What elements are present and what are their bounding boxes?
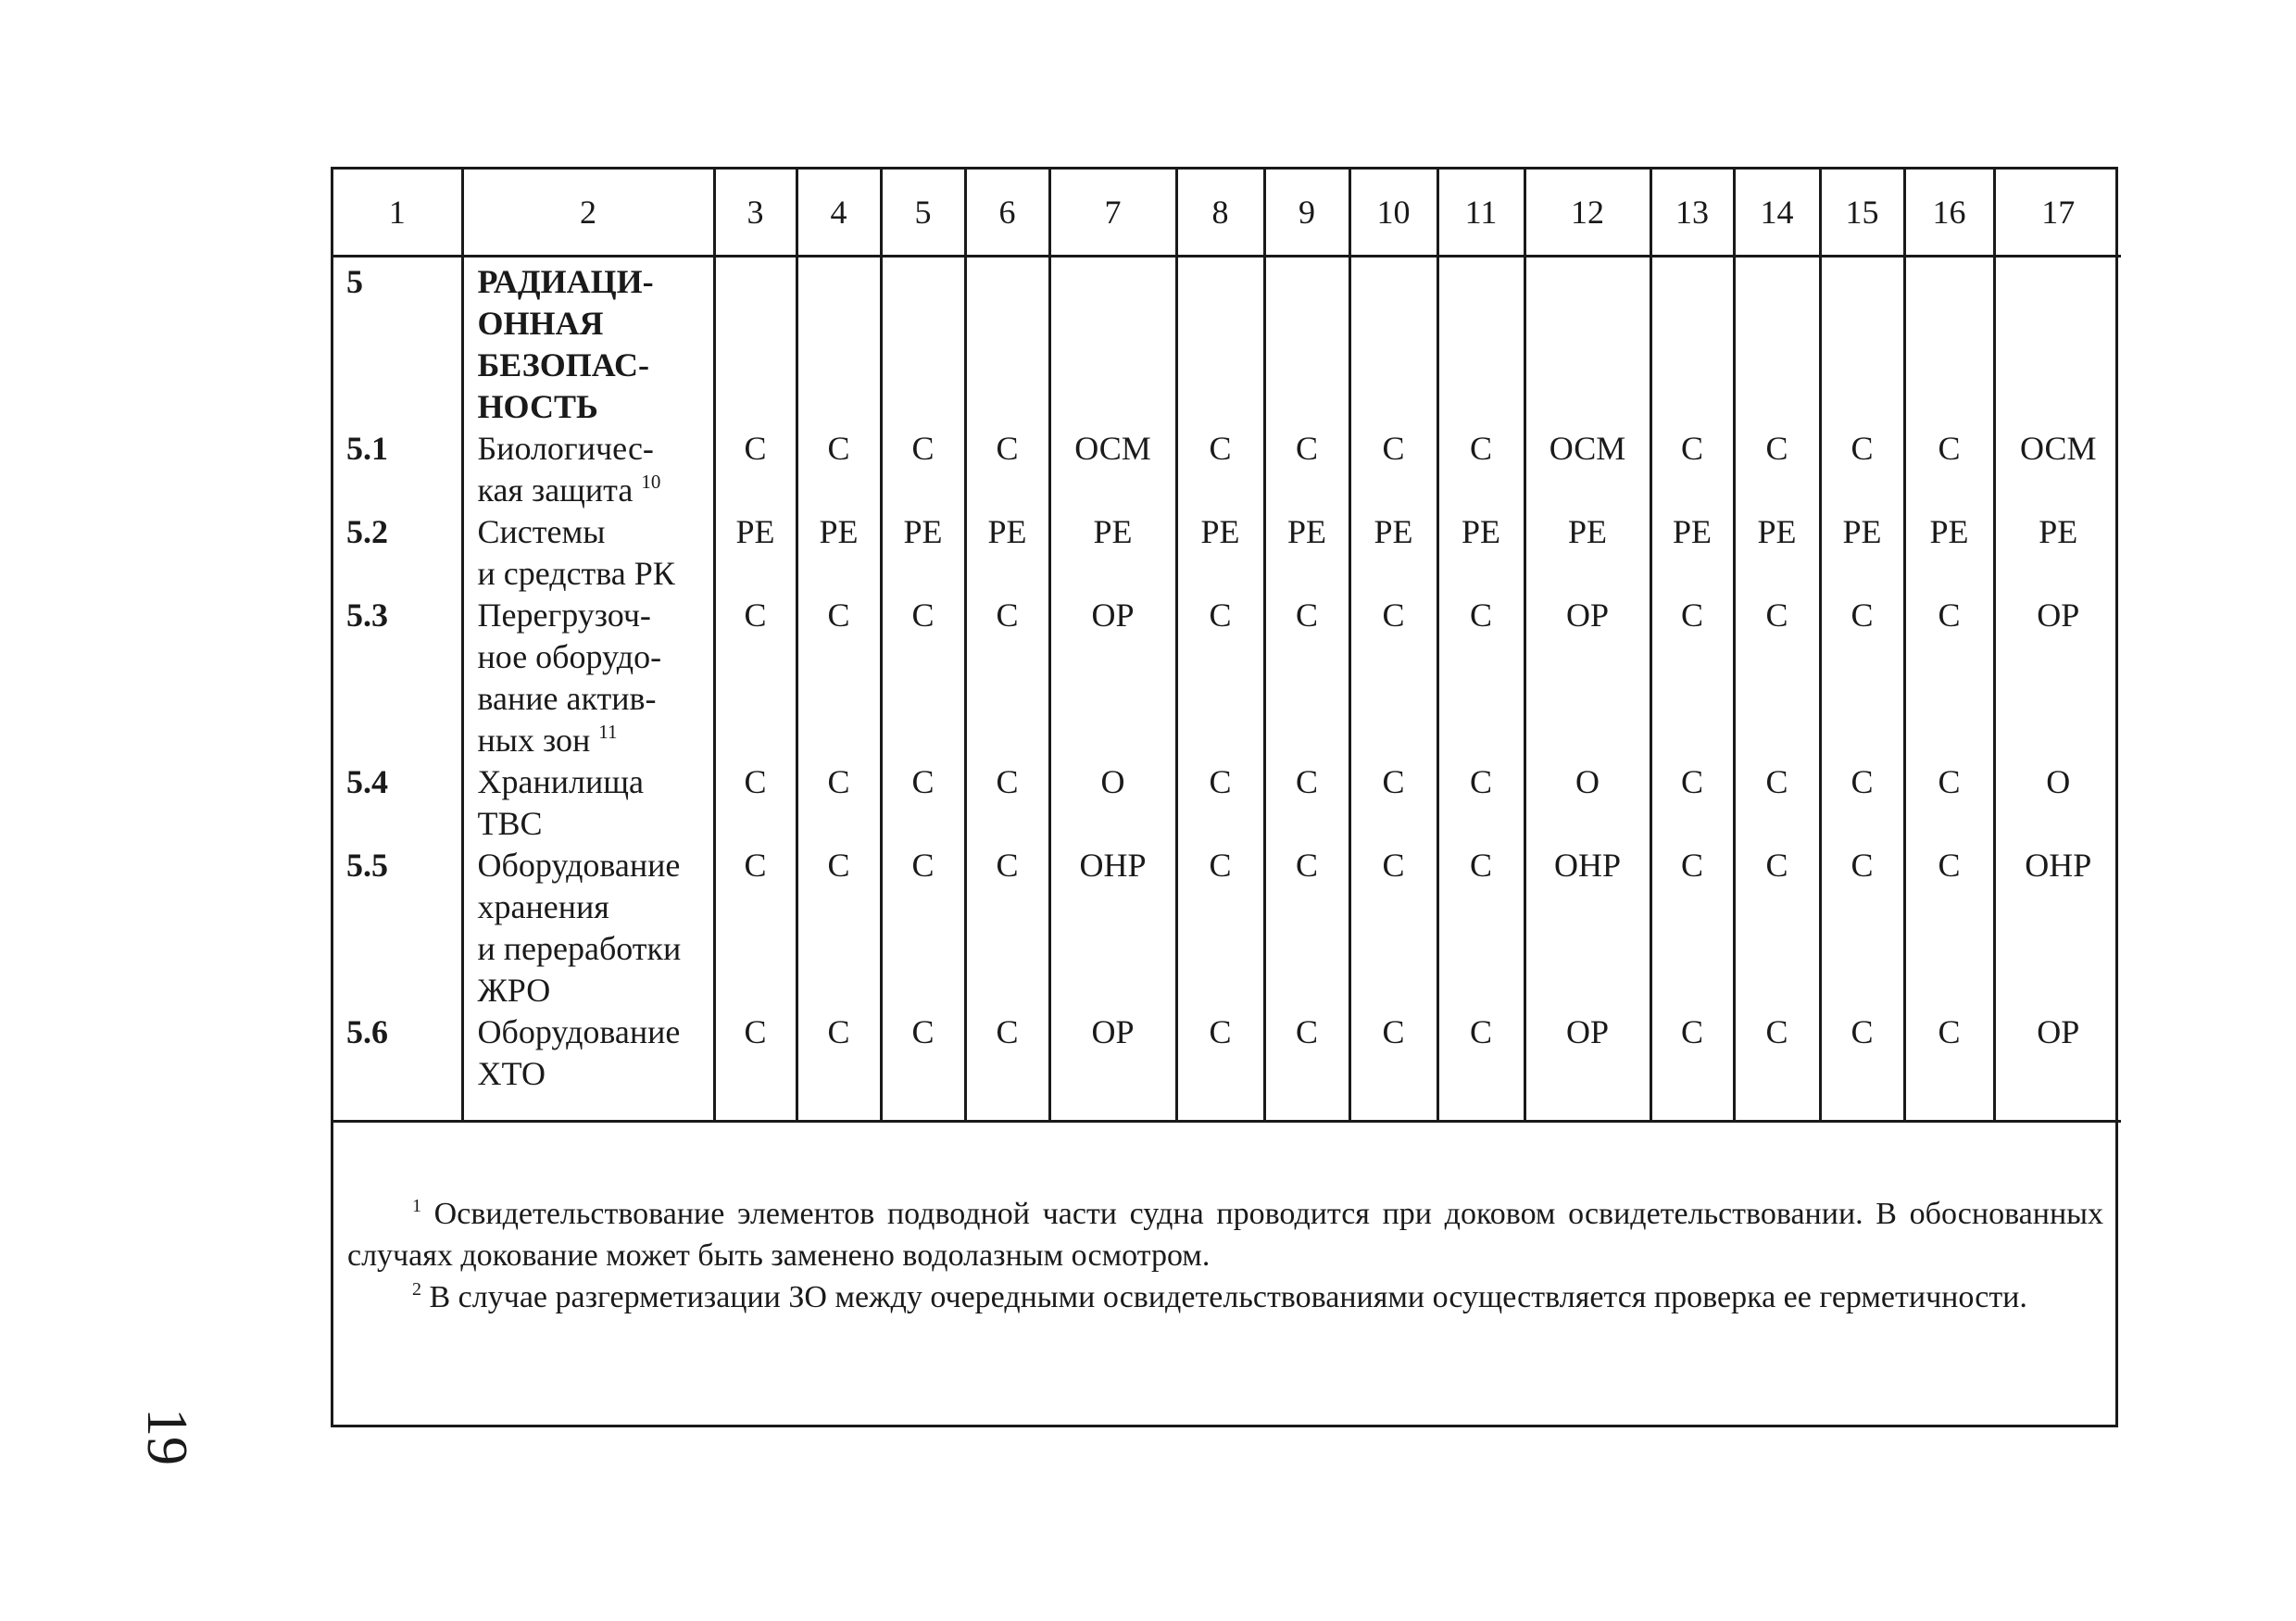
item-name-line: ХТО [477,1055,546,1092]
survey-mark-cell: ОР [1524,1012,1650,1122]
header-cell: 17 [1994,170,2121,257]
survey-mark-cell: ОР [2037,597,2080,634]
survey-mark-cell: РЕ [2039,513,2078,550]
footnote [347,1193,2103,1276]
survey-mark-cell: РЕ [965,511,1049,595]
survey-mark-cell: С [1650,1012,1734,1122]
empty-cell [1734,257,1820,429]
item-name-line: Оборудование [477,1013,681,1050]
survey-mark-cell: С [1349,845,1437,1012]
header-cell: 5 [881,170,965,257]
empty-cell [965,257,1049,429]
survey-mark-cell: С [965,595,1049,761]
header-cell: 12 [1524,170,1650,257]
survey-mark-cell: РЕ [1650,511,1734,595]
footnote-ref: 10 [641,471,661,493]
survey-mark-cell: С [1176,845,1264,1012]
survey-mark-cell: С [1734,845,1820,1012]
survey-mark-cell: С [1349,595,1437,761]
survey-mark-cell: ОНР [2025,847,2092,884]
header-cell: 16 [1904,170,1994,257]
survey-mark-cell: С [1264,1012,1349,1122]
survey-mark-cell: С [1734,428,1820,511]
header-cell: 1 [333,170,462,257]
survey-mark-cell: О [1524,761,1650,845]
item-number: 5.5 [333,845,462,1012]
survey-mark-cell: ОСМ [1524,428,1650,511]
survey-mark-cell: РЕ [1176,511,1264,595]
header-cell: 7 [1049,170,1176,257]
empty-cell [1820,257,1904,429]
survey-mark-cell: РЕ [1820,511,1904,595]
item-name-line: ных зон [477,722,591,759]
empty-cell [1904,257,1994,429]
survey-mark-cell: ОР [1049,1012,1176,1122]
table-row [333,1012,2121,1122]
survey-mark-cell: РЕ [797,511,881,595]
survey-mark-cell: С [797,595,881,761]
header-cell: 13 [1650,170,1734,257]
survey-mark-cell: С [1904,845,1994,1012]
item-name-line: Биологичес- [477,430,654,467]
header-cell: 6 [965,170,1049,257]
survey-mark-cell: РЕ [1734,511,1820,595]
survey-mark-cell: ОР [1524,595,1650,761]
survey-mark-cell: С [1437,761,1524,845]
survey-mark-cell: С [1349,1012,1437,1122]
footnote-ref: 11 [598,721,618,743]
empty-cell [797,257,881,429]
survey-mark-cell: С [1650,428,1734,511]
item-name [462,428,714,511]
document-frame [331,167,2118,1427]
survey-mark-cell: РЕ [1437,511,1524,595]
survey-mark-cell: С [714,595,797,761]
footnote-mark: 1 [412,1196,421,1216]
item-name-line: и переработки [477,930,682,967]
header-cell: 10 [1349,170,1437,257]
survey-mark-cell: С [881,845,965,1012]
survey-mark-cell: С [1734,761,1820,845]
footnote [347,1276,2103,1318]
empty-cell [714,257,797,429]
survey-mark-cell: С [797,761,881,845]
item-name-line: ТВС [477,805,543,842]
table-row [333,511,2121,595]
footnote-text: Освидетельствование элементов подводной части судна проводится при доковом освидетельствовании. В обоснованных случаях докование может быть заменено водолазным осмотром. [347,1197,2104,1273]
survey-mark-cell: РЕ [1049,511,1176,595]
survey-mark-cell: С [1820,428,1904,511]
item-name-line: ЖРО [477,972,551,1009]
footnotes [347,1193,2103,1318]
survey-mark-cell: С [1264,428,1349,511]
item-number: 5.3 [333,595,462,761]
item-name-line: ное оборудо- [477,638,662,675]
header-cell: 14 [1734,170,1820,257]
item-name-line: Системы [477,513,606,550]
survey-table [333,170,2121,1123]
survey-mark-cell: С [881,1012,965,1122]
survey-mark-cell: РЕ [881,511,965,595]
survey-mark-cell: С [714,845,797,1012]
item-name-line: кая защита [477,471,634,509]
item-name [462,595,714,761]
item-number: 5.1 [333,428,462,511]
empty-cell [1437,257,1524,429]
survey-mark-cell: С [1264,761,1349,845]
header-cell: 2 [462,170,714,257]
page-number: 19 [135,1408,198,1465]
item-number: 5.6 [333,1012,462,1122]
empty-cell [1650,257,1734,429]
item-name [462,761,714,845]
table-body [333,257,2121,1122]
section-number: 5 [333,257,462,429]
item-name-line: Перегрузоч- [477,597,651,634]
survey-mark-cell: С [1437,428,1524,511]
survey-mark-cell: С [797,845,881,1012]
table-header-row [333,170,2121,257]
survey-mark-cell: О [1049,761,1176,845]
survey-mark-cell: С [881,761,965,845]
item-name-line: НОСТЬ [477,388,598,425]
survey-mark-cell: С [1176,1012,1264,1122]
survey-mark-cell: ОНР [1049,845,1176,1012]
survey-mark-cell: С [1904,428,1994,511]
survey-mark-cell: С [1437,845,1524,1012]
header-cell: 3 [714,170,797,257]
survey-mark-cell: С [1650,761,1734,845]
survey-mark-cell: С [714,1012,797,1122]
survey-mark-cell: С [1349,428,1437,511]
empty-cell [1176,257,1264,429]
table-row [333,428,2121,511]
header-cell: 15 [1820,170,1904,257]
empty-cell [1524,257,1650,429]
footnote-mark: 2 [412,1279,421,1300]
survey-mark-cell: С [1650,845,1734,1012]
empty-cell [1349,257,1437,429]
survey-mark-cell: С [797,1012,881,1122]
survey-mark-cell: С [1820,1012,1904,1122]
item-name-line: вание актив- [477,680,657,717]
survey-mark-cell: О [2046,763,2071,800]
table-row [333,761,2121,845]
survey-mark-cell: ОСМ [1049,428,1176,511]
survey-mark-cell: С [1820,845,1904,1012]
survey-mark-cell: С [965,845,1049,1012]
empty-cell [881,257,965,429]
survey-mark-cell: ОР [1049,595,1176,761]
item-name [462,511,714,595]
item-number: 5.2 [333,511,462,595]
table-row [333,595,2121,761]
header-cell: 4 [797,170,881,257]
table-row [333,845,2121,1012]
empty-cell [1264,257,1349,429]
item-name-line: Оборудование [477,847,681,884]
item-name-line: и средства РК [477,555,675,592]
survey-mark-cell: С [797,428,881,511]
survey-mark-cell: С [1734,595,1820,761]
survey-mark-cell: РЕ [1264,511,1349,595]
survey-mark-cell: С [1904,595,1994,761]
survey-mark-cell: С [881,595,965,761]
item-name [462,845,714,1012]
survey-mark-cell: С [965,761,1049,845]
item-name-line: РАДИАЦИ- [477,263,654,300]
item-name-line: хранения [477,888,609,925]
survey-mark-cell: РЕ [1904,511,1994,595]
survey-mark-cell: С [1264,845,1349,1012]
survey-mark-cell: С [1349,761,1437,845]
item-name-line: Хранилища [477,763,644,800]
header-cell: 11 [1437,170,1524,257]
section-title [462,257,714,429]
survey-mark-cell: С [881,428,965,511]
survey-mark-cell: С [1904,761,1994,845]
section-row [333,257,2121,429]
survey-mark-cell: С [1176,428,1264,511]
item-name-line: БЕЗОПАС- [477,346,649,383]
header-cell: 8 [1176,170,1264,257]
survey-mark-cell: С [714,428,797,511]
survey-mark-cell: С [1650,595,1734,761]
survey-mark-cell: С [1176,761,1264,845]
item-name-line: ОННАЯ [477,305,604,342]
empty-cell [1994,257,2121,429]
survey-mark-cell: С [965,428,1049,511]
survey-mark-cell: РЕ [714,511,797,595]
survey-mark-cell: ОНР [1524,845,1650,1012]
header-cell: 9 [1264,170,1349,257]
survey-mark-cell: РЕ [1524,511,1650,595]
survey-mark-cell: С [1904,1012,1994,1122]
survey-mark-cell: С [1820,761,1904,845]
empty-cell [1049,257,1176,429]
survey-mark-cell: С [965,1012,1049,1122]
footnote-text: В случае разгерметизации ЗО между очередными освидетельствованиями осуществляется проверка ее герметичности. [429,1280,2027,1314]
survey-mark-cell: С [1820,595,1904,761]
survey-mark-cell: РЕ [1349,511,1437,595]
item-number: 5.4 [333,761,462,845]
survey-mark-cell: С [1176,595,1264,761]
survey-mark-cell: ОСМ [2020,430,2097,467]
survey-mark-cell: С [1264,595,1349,761]
survey-mark-cell: С [1437,595,1524,761]
survey-mark-cell: С [1437,1012,1524,1122]
survey-mark-cell: ОР [1994,1012,2121,1122]
item-name [462,1012,714,1122]
survey-mark-cell: С [1734,1012,1820,1122]
survey-mark-cell: С [714,761,797,845]
